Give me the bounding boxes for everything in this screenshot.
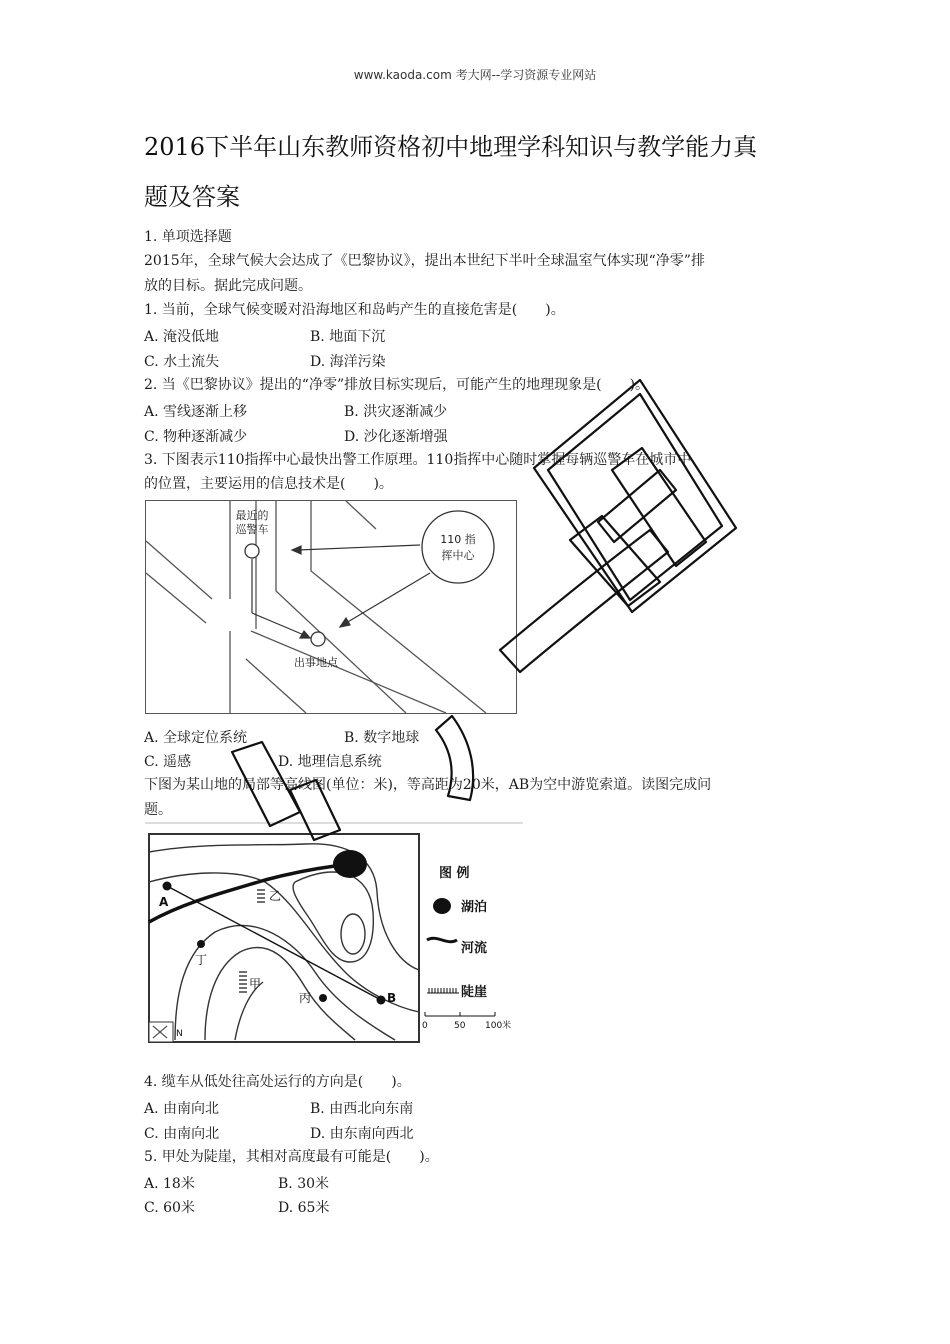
police-car-label-1: 最近的: [235, 509, 269, 522]
q4-stem: 4. 缆车从低处往高处运行的方向是( )。: [144, 1074, 411, 1090]
cliff-legend-icon: [427, 988, 459, 993]
q5-option-d: D. 65米: [278, 1200, 330, 1216]
page-title-line1: 2016下半年山东教师资格初中地理学科知识与教学能力真: [144, 133, 758, 161]
point-ding-marker: [197, 940, 205, 948]
command-center-label-1: 110 指: [440, 533, 476, 546]
command-center-circle: [422, 511, 494, 583]
scale-bar: [422, 1012, 511, 1031]
intro-line1: 2015年，全球气候大会达成了《巴黎协议》，提出本世纪下半叶全球温室气体实现“净零”排: [144, 253, 705, 269]
legend: [422, 865, 511, 1031]
scale-label-50: 50: [454, 1021, 466, 1031]
arrow-head-icon: [300, 631, 310, 638]
point-yi-label: 乙: [269, 889, 282, 903]
police-car-label-2: 巡警车: [235, 523, 269, 536]
header-site[interactable]: www.kaoda.com 考大网--学习资源专业网站: [353, 68, 597, 82]
point-b-label: B: [387, 991, 397, 1005]
q5-option-b: B. 30米: [278, 1176, 330, 1192]
q3-stem-line2: 的位置，主要运用的信息技术是( )。: [144, 476, 393, 492]
q4-option-d: D. 由东南向西北: [310, 1126, 414, 1142]
figure-contour-map: [145, 822, 525, 1047]
q5-stem: 5. 甲处为陡崖，其相对高度最有可能是( )。: [144, 1149, 439, 1165]
contour-map-svg: [145, 822, 525, 1047]
q2-option-a: A. 雪线逐渐上移: [144, 404, 248, 420]
q3-option-a: A. 全球定位系统: [144, 730, 248, 746]
police-car-marker: [245, 544, 259, 558]
q3-stem-line1: 3. 下图表示110指挥中心最快出警工作原理。110指挥中心随时掌握每辆巡警车在城市中: [144, 452, 692, 468]
q2-option-c: C. 物种逐渐减少: [144, 429, 248, 445]
point-bing-marker: [319, 994, 327, 1002]
section2-intro-line1: 下图为某山地的局部等高线图(单位：米)，等高距为20米，AB为空中游览索道。读图完成问: [144, 777, 712, 793]
river-legend-icon: [427, 938, 457, 941]
q5-option-a: A. 18米: [144, 1176, 195, 1192]
q4-option-c: C. 由南向北: [144, 1126, 220, 1142]
point-a-label: A: [159, 895, 169, 909]
arrow-head-icon: [292, 546, 301, 554]
page-title-line2: 题及答案: [144, 183, 240, 211]
figure-police-map: [145, 500, 517, 714]
lake-icon: [333, 850, 367, 878]
point-bing-label: 丙: [299, 991, 312, 1005]
legend-river: 河流: [461, 941, 488, 956]
legend-cliff: 陡崖: [461, 985, 488, 1000]
command-center-label-2: 挥中心: [441, 549, 475, 562]
q1-stem: 1. 当前，全球气候变暖对沿海地区和岛屿产生的直接危害是( )。: [144, 302, 565, 318]
section2-intro-line2: 题。: [144, 802, 172, 818]
point-a-marker: [163, 882, 172, 891]
point-ding-label: 丁: [195, 953, 208, 967]
arrow-head-icon: [340, 618, 350, 627]
q1-option-b: B. 地面下沉: [310, 329, 386, 345]
q4-option-a: A. 由南向北: [144, 1101, 220, 1117]
q2-option-d: D. 沙化逐渐增强: [344, 429, 448, 445]
scale-label-100: 100米: [485, 1021, 512, 1031]
police-map-svg: [146, 501, 516, 713]
q1-option-c: C. 水土流失: [144, 354, 220, 370]
legend-title: 图 例: [439, 866, 470, 881]
scale-label-0: 0: [422, 1021, 428, 1031]
intro-line2: 放的目标。据此完成问题。: [144, 278, 312, 294]
incident-label: 出事地点: [294, 656, 338, 669]
legend-lake: 湖泊: [461, 900, 488, 915]
q3-option-b: B. 数字地球: [344, 730, 420, 746]
lake-legend-icon: [433, 898, 451, 914]
q3-option-d: D. 地理信息系统: [278, 754, 382, 770]
q3-option-c: C. 遥感: [144, 754, 192, 770]
section-heading: 1. 单项选择题: [144, 229, 232, 245]
q2-stem: 2. 当《巴黎协议》提出的“净零”排放目标实现后，可能产生的地理现象是( )。: [144, 377, 650, 393]
q1-option-d: D. 海洋污染: [310, 354, 386, 370]
q2-option-b: B. 洪灾逐渐减少: [344, 404, 448, 420]
north-label: N: [176, 1029, 183, 1039]
point-jia-label: 甲: [249, 977, 262, 991]
q4-option-b: B. 由西北向东南: [310, 1101, 414, 1117]
incident-marker: [311, 632, 325, 646]
point-b-marker: [377, 996, 386, 1005]
q5-option-c: C. 60米: [144, 1200, 195, 1216]
q1-option-a: A. 淹没低地: [144, 329, 220, 345]
